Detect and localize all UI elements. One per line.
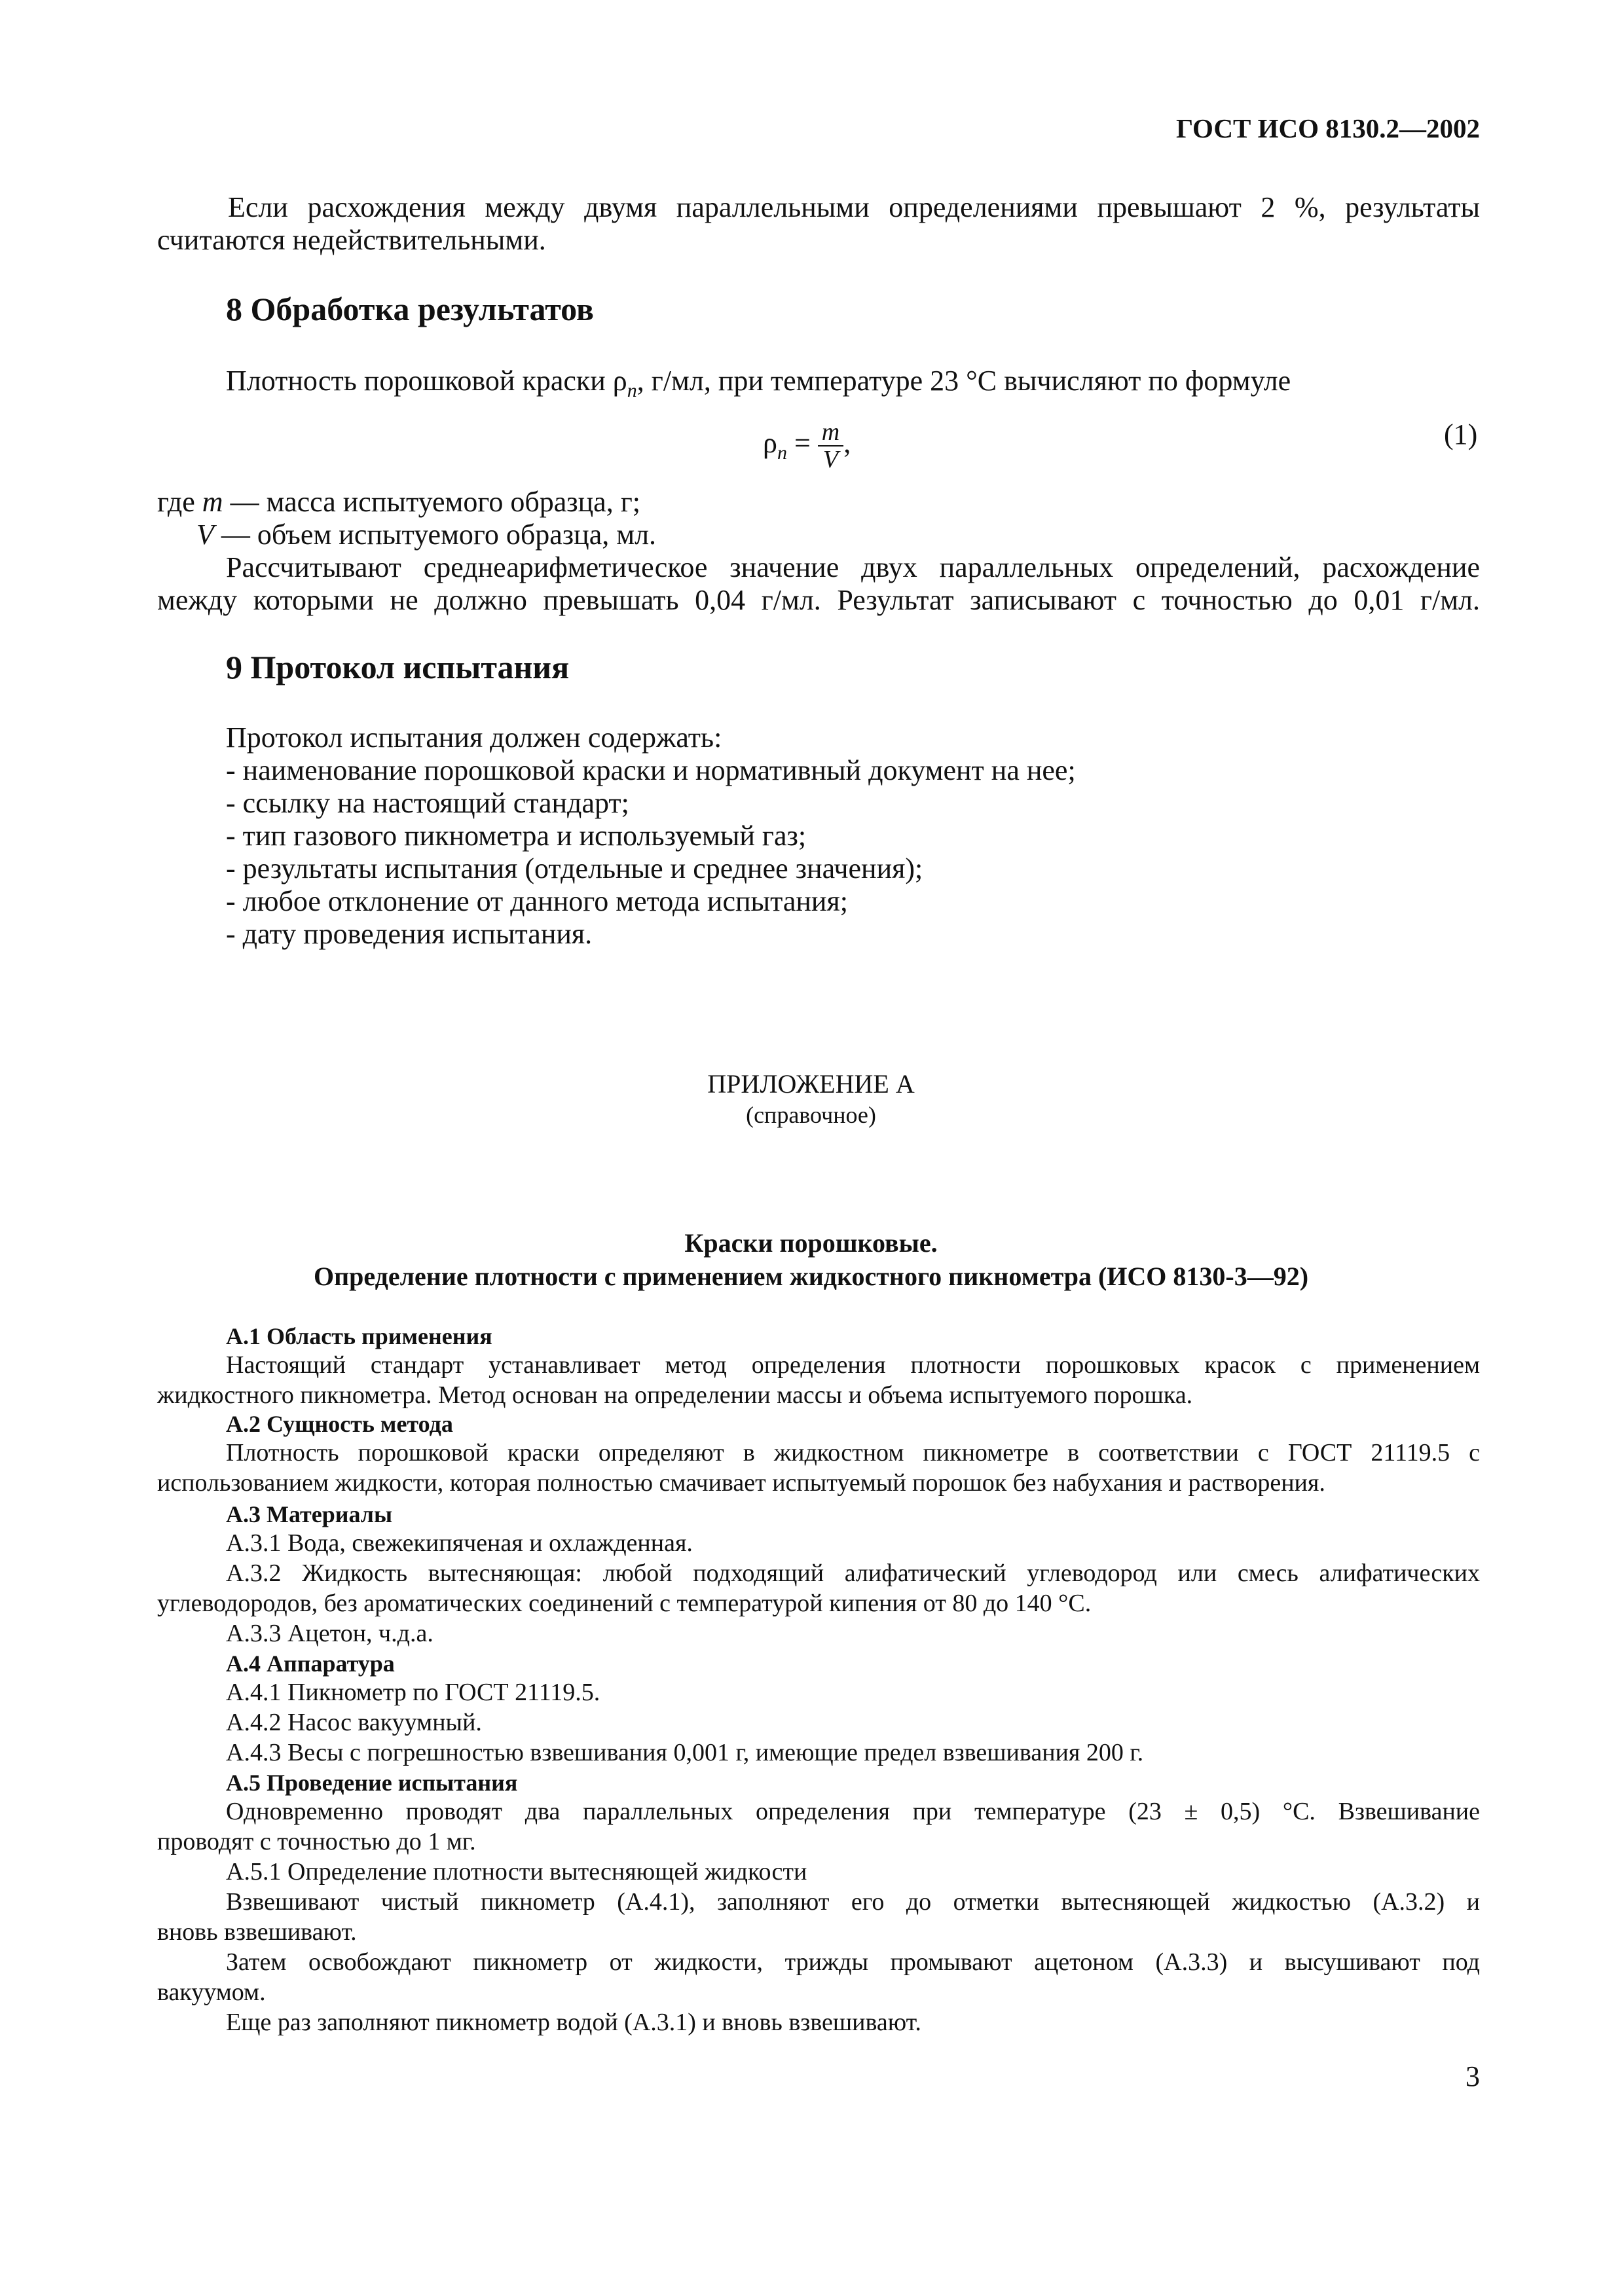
a51-p2-line-1: Затем освобождают пикнометр от жидкости, трижды промывают ацетоном (А.3.3) и высушивают под: [226, 1948, 1480, 1976]
where-m-line: [157, 484, 640, 519]
section-8-heading: 8 Обработка результатов: [226, 291, 594, 327]
where-m-variable: m: [202, 486, 223, 518]
intro-line-2: считаются недействительными.: [157, 224, 546, 256]
a41-line: А.4.1 Пикнометр по ГОСТ 21119.5.: [226, 1679, 600, 1706]
protocol-item: - наименование порошковой краски и нормативный документ на нее;: [226, 754, 1076, 786]
a43-line: А.4.3 Весы с погрешностью взвешивания 0,001 г, имеющие предел взвешивания 200 г.: [226, 1739, 1144, 1766]
protocol-item: - результаты испытания (отдельные и среднее значения);: [226, 852, 923, 884]
a1-heading: А.1 Область применения: [226, 1323, 492, 1349]
a2-heading: А.2 Сущность метода: [226, 1411, 453, 1437]
where-v-line: [196, 517, 656, 552]
a31-line: А.3.1 Вода, свежекипяченая и охлажденная.: [226, 1529, 693, 1557]
formula-equals: =: [786, 427, 818, 460]
protocol-intro: Протокол испытания должен содержать:: [226, 721, 722, 754]
formula-numerator: m: [818, 419, 843, 446]
where-v-text: — объем испытуемого образца, мл.: [213, 519, 657, 551]
a51-p1-line-2: вновь взвешивают.: [157, 1918, 357, 1946]
where-m-text: — масса испытуемого образца, г;: [223, 486, 640, 518]
formula-lhs: ρ: [763, 427, 777, 460]
density-subscript: n: [627, 379, 637, 401]
density-paragraph-end: , г/мл, при температуре 23 °С вычисляют по формуле: [636, 365, 1291, 397]
appendix-title-2: Определение плотности с применением жидкостного пикнометра (ИСО 8130-3—92): [313, 1262, 1309, 1291]
formula-fraction: [818, 419, 843, 473]
a1-line-1: Настоящий стандарт устанавливает метод определения плотности порошковых красок с применением: [226, 1351, 1480, 1379]
a42-line: А.4.2 Насос вакуумный.: [226, 1709, 482, 1736]
a5-heading: А.5 Проведение испытания: [226, 1770, 518, 1796]
formula-comma: ,: [843, 427, 851, 460]
protocol-item: - любое отклонение от данного метода испытания;: [226, 885, 848, 917]
density-paragraph: [226, 363, 1291, 408]
a32-line-1: А.3.2 Жидкость вытесняющая: любой подходящий алифатический углеводород или смесь алифатических: [226, 1559, 1480, 1587]
a33-line: А.3.3 Ацетон, ч.д.а.: [226, 1620, 433, 1647]
page-number: 3: [1465, 2060, 1480, 2092]
a32-line-2: углеводородов, без ароматических соединений с температурой кипения от 80 до 140 °С.: [157, 1590, 1092, 1617]
protocol-item: - тип газового пикнометра и используемый газ;: [226, 820, 807, 852]
appendix-sublabel: (справочное): [746, 1102, 876, 1128]
where-prefix: где: [157, 486, 202, 518]
a51-p1-line-1: Взвешивают чистый пикнометр (А.4.1), заполняют его до отметки вытесняющей жидкостью (А.3.2) и: [226, 1888, 1480, 1916]
density-paragraph-start: Плотность порошковой краски ρ: [226, 365, 627, 397]
a51-heading: А.5.1 Определение плотности вытесняющей жидкости: [226, 1858, 807, 1886]
protocol-item: - ссылку на настоящий стандарт;: [226, 787, 629, 819]
formula-subscript: n: [777, 441, 787, 464]
document-header: ГОСТ ИСО 8130.2—2002: [1175, 113, 1480, 143]
intro-line-1: Если расхождения между двумя параллельными определениями превышают 2 %, результаты: [228, 191, 1480, 223]
a51-p2-line-2: вакуумом.: [157, 1978, 266, 2006]
calc-line-1: Рассчитывают среднеарифметическое значение двух параллельных определений, расхождение: [226, 551, 1480, 583]
where-v-variable: V: [196, 519, 214, 551]
calc-line-2: между которыми не должно превышать 0,04 г/мл. Результат записывают с точностью до 0,01 г/мл.: [157, 584, 1480, 616]
a5-line-2: проводят с точностью до 1 мг.: [157, 1828, 476, 1855]
section-9-heading: 9 Протокол испытания: [226, 649, 570, 685]
formula-denominator: V: [822, 446, 839, 473]
appendix-label: ПРИЛОЖЕНИЕ А: [707, 1069, 915, 1099]
a4-heading: А.4 Аппаратура: [226, 1650, 395, 1677]
a1-line-2: жидкостного пикнометра. Метод основан на определении массы и объема испытуемого порошка.: [157, 1381, 1193, 1409]
a5-line-1: Одновременно проводят два параллельных определения при температуре (23 ± 0,5) °С. Взвешивание: [226, 1798, 1480, 1825]
appendix-title-1: Краски порошковые.: [684, 1228, 938, 1258]
a2-line-1: Плотность порошковой краски определяют в жидкостном пикнометре в соответствии с ГОСТ 21119.5 с: [226, 1439, 1480, 1467]
formula-1: [763, 419, 851, 473]
a2-line-2: использованием жидкости, которая полностью смачивает испытуемый порошок без набухания и растворения.: [157, 1469, 1325, 1497]
protocol-item: - дату проведения испытания.: [226, 918, 593, 950]
formula-number: (1): [1444, 418, 1478, 450]
a51-p3-line: Еще раз заполняют пикнометр водой (А.3.1) и вновь взвешивают.: [226, 2009, 921, 2036]
a3-heading: А.3 Материалы: [226, 1501, 393, 1527]
